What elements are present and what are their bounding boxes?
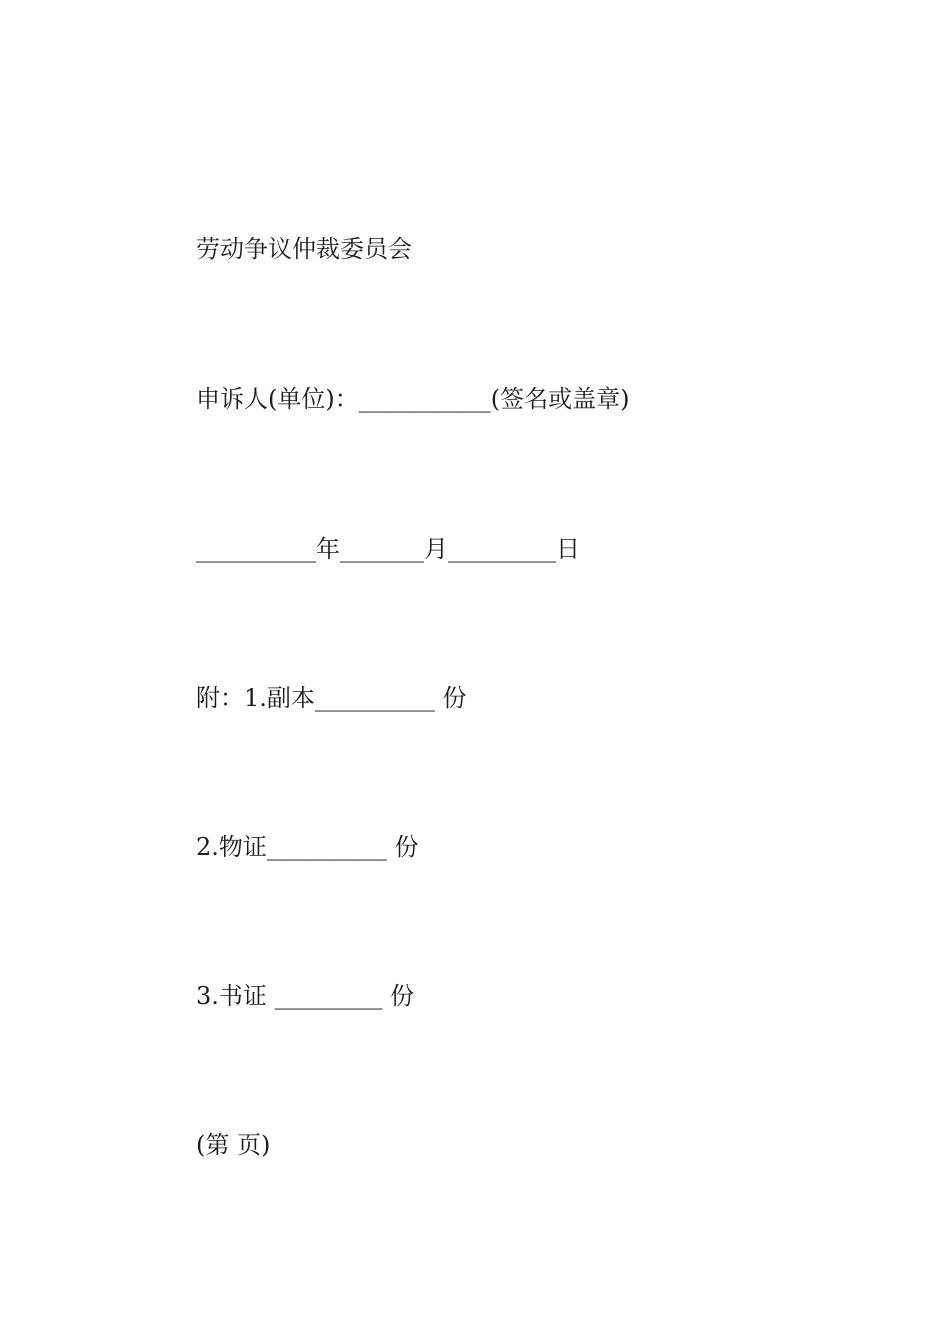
attachment-physical-evidence-line: 2.物证__________ 份 bbox=[196, 833, 419, 861]
complainant-signature-line: 申诉人(单位)：___________(签名或盖章) bbox=[196, 385, 630, 413]
attachment-copies-line: 附：1.副本__________ 份 bbox=[196, 684, 467, 712]
attachment-documentary-evidence-line: 3.书证 _________ 份 bbox=[196, 982, 415, 1010]
date-line: __________年_______月_________日 bbox=[196, 535, 580, 563]
page-number-marker: (第 页) bbox=[196, 1131, 271, 1159]
arbitration-committee-heading: 劳动争议仲裁委员会 bbox=[196, 235, 412, 263]
